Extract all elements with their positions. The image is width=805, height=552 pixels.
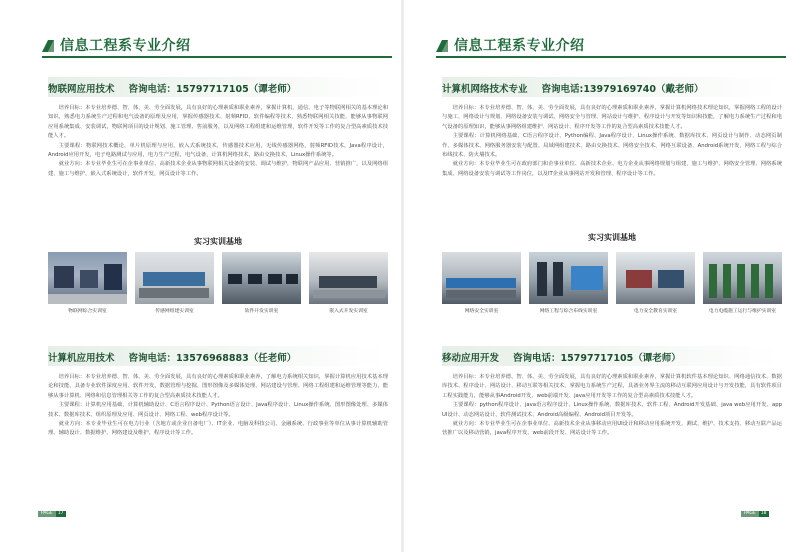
- green-diamond-icon: [42, 40, 54, 52]
- lab-photo: [135, 252, 214, 304]
- photo-card: [222, 252, 301, 314]
- photo-card: [442, 252, 521, 314]
- lab-photo: [703, 252, 782, 304]
- section-body-mobile: [442, 373, 782, 439]
- paragraph-goal: 培养目标：本专业培养德、智、体、美、劳全面发展，具有良好的心理素质和职业素养，掌握计算机网络技术理论知识，掌握网络工程的设计与施工、网络设计与规划、网络设备安装与调试、网络安全与管理、网站设计与维护、程序设计与开发等知识和技能，了解电力系统生产过程和电气设备的原理知识，能够从事网络组建维护、网站设计、程序开发等工作的复合型高素质技术技能人才。: [442, 105, 782, 130]
- lab-photo: [222, 252, 301, 304]
- paragraph-careers: 就业方向：本专业毕业生可在企事业单位、高新技术企业从事移动应用UI设计和移动应用系统开发、测试、维护、技术支持、移动互联产品运营推广以及移动营销，java程序开发、web前段开发、网站设计等工作。: [442, 421, 782, 437]
- paragraph-careers: 就业方向：本专业毕业生可在企事业单位、高新技术企业从事物联网相关设备的安装、调试与维护，物联网产品应用、营销推广，以及网络组建、施工与维护，嵌入式系统设计，软件开发，网页设计等工作。: [48, 161, 388, 177]
- paragraph-courses: 主要课程：物联网技术概论，单片机原理与应用，嵌入式系统技术，传感器技术应用，无线传感器网络，射频RFID技术，Java程序设计，Android应用开发，电子电路测试与应用，电力生产过程，电气设备，计算机网络技术，路由交换技术，Linux操作系统等。: [48, 142, 388, 159]
- left-header: [42, 34, 392, 58]
- section-header-iot: [48, 77, 398, 99]
- photo-card: [135, 252, 214, 314]
- training-base-title: 实习实训基地: [588, 233, 636, 242]
- section-header-network: [442, 77, 792, 99]
- photo-card: [616, 252, 695, 314]
- paragraph-goal: 培养目标：本专业培养德、智、体、美、劳全面发展，具有良好的心理素质和职业素养，了解电力系统相关知识，掌握计算机应用技术基本理论和技能，具备专业软件深度应用、软件开发、数据管理与挖掘、图形图像及多媒体处理、网站建设与管理、网络工程组建和运维管理等能力，能够从事计算机、网络和信息管理相关等工作的复合型高素质技术技能人才。: [48, 374, 388, 399]
- section-name: 计算机应用技术: [48, 353, 115, 364]
- page-number: PAGE 18: [741, 511, 769, 517]
- page-title: 信息工程系专业介绍: [60, 38, 191, 54]
- paragraph-goal: 培养目标：本专业培养德、智、体、美、劳全面发展，具有良好的心理素质和职业素养，掌握计算机软件基本理论知识、网络通信技术、数据库技术、程序设计、网站设计、移动互联等相关技术，掌握电力系统生产过程，具备业务界主流的移动互联网应用设计与开发技能，具有软件项目工程实践能力，能够从事Android开发、web前端开发、java应用开发等工作的复合型高素质技术技能人才。: [442, 374, 782, 399]
- photo-caption: 网络安全实训室: [464, 309, 499, 314]
- photo-caption: 网络工程与综合布线实训室: [539, 309, 598, 314]
- photo-caption: 软件开发实训室: [244, 309, 279, 314]
- lab-photo: [616, 252, 695, 304]
- section-name: 移动应用开发: [442, 353, 500, 364]
- right-page: [416, 0, 796, 552]
- lab-photo: [48, 252, 127, 304]
- page-number: PAGE 17: [38, 511, 66, 517]
- photo-caption: 电力安全教育实训室: [633, 309, 678, 314]
- left-page: [22, 0, 402, 552]
- section-phone: 咨询电话：15797717105（谭老师）: [513, 353, 681, 364]
- section-phone: 咨询电话：15797717105（谭老师）: [128, 84, 297, 95]
- section-phone: 咨询电话：13576968883（任老师）: [128, 353, 297, 364]
- photo-card: [309, 252, 388, 314]
- photo-caption: 电力电缆施工运行与维护实训室: [708, 309, 777, 314]
- paragraph-careers: 就业方向：本专业毕业生可在政府部门和企事业单位、高新技术企业、电力企业从事网络规划与组建、施工与维护、网络安全管理、网络系统集成、网络设备安装与调试等工作岗位，以及IT企业从事网站开发和管理、程序设计等工作。: [442, 161, 782, 177]
- page-title: 信息工程系专业介绍: [454, 38, 585, 54]
- section-header-mobile: [442, 346, 792, 368]
- photo-card: [703, 252, 782, 314]
- photo-caption: 嵌入式开发实训室: [329, 309, 368, 314]
- photo-caption: 传感网组建实训室: [155, 309, 194, 314]
- section-name: 物联网应用技术: [48, 84, 115, 95]
- right-header: [436, 34, 786, 58]
- training-photos: [48, 252, 388, 314]
- paragraph-courses: 主要课程：计算机应用基础、计算机辅助设计、C语言程序设计、Python语言设计、Java程序设计、Linux操作系统、图形图像处理、多媒体技术、数据库技术、组织原理及应用、网页设计、网络工程、web程序设计等。: [48, 402, 388, 418]
- paragraph-goal: 培养目标：本专业培养德、智、体、美、劳全面发展，具有良好的心理素质和职业素养，掌握计算机、通信、电子等物联网相关的基本理论和知识，熟悉电力系统生产过程和电气设备的原理及应用，掌握传感器技术、射频RFID、软件编程等技术，熟悉物联网相关技能，能够从事物联网应用系统集成、安装调试，物联网项目的设计规划、施工管理、售前服务，以及网络工程组建和运维管理，软件开发等工作的复合型高素质技术技能人才。: [48, 105, 388, 140]
- paragraph-courses: 主要课程：python程序设计、java语言程序设计、Linux操作系统、数据库技术、软件工程、Android开发基础、java web应用开发、app UI设计、动态网站设计、软件测试技术、Android高级编程、Android项目开发等。: [442, 402, 782, 418]
- photo-card: [48, 252, 127, 314]
- header-rule: [436, 56, 786, 58]
- training-photos: [442, 252, 782, 314]
- lab-photo: [442, 252, 521, 304]
- photo-card: [529, 252, 608, 314]
- section-header-computer: [48, 346, 398, 368]
- section-phone: 咨询电话:13979169740（戴老师）: [541, 84, 704, 95]
- paragraph-careers: 就业方向：本专业毕业生可在电力行业（含地方或企业自备电厂）、IT企业、电脑及科技公司、金融系统、行政事业等单位从事计算机辅助管理、辅助设计、数据维护、网络建设及维护、程序设计等工作。: [48, 421, 388, 437]
- green-diamond-icon: [436, 40, 448, 52]
- lab-photo: [309, 252, 388, 304]
- training-base-title: 实习实训基地: [194, 237, 242, 246]
- paragraph-courses: 主要课程：计算机网络基础、C语言程序设计、Python编程、Java程序设计、Linux操作系统、数据库技术、网页设计与制作、动态网页制作、多媒体技术、网络服务器安装与配置、局域网组建技术、路由交换技术、网络安全技术、网络互联设备、Android系统开发、网络工程与综合布线技术、防火墙技术。: [442, 133, 782, 159]
- section-name: 计算机网络技术专业: [442, 84, 528, 95]
- section-body-computer: [48, 373, 388, 439]
- header-rule: [42, 56, 392, 58]
- photo-caption: 物联网综合实训室: [68, 309, 107, 314]
- section-body-iot: [48, 104, 388, 179]
- lab-photo: [529, 252, 608, 304]
- section-body-network: [442, 104, 782, 179]
